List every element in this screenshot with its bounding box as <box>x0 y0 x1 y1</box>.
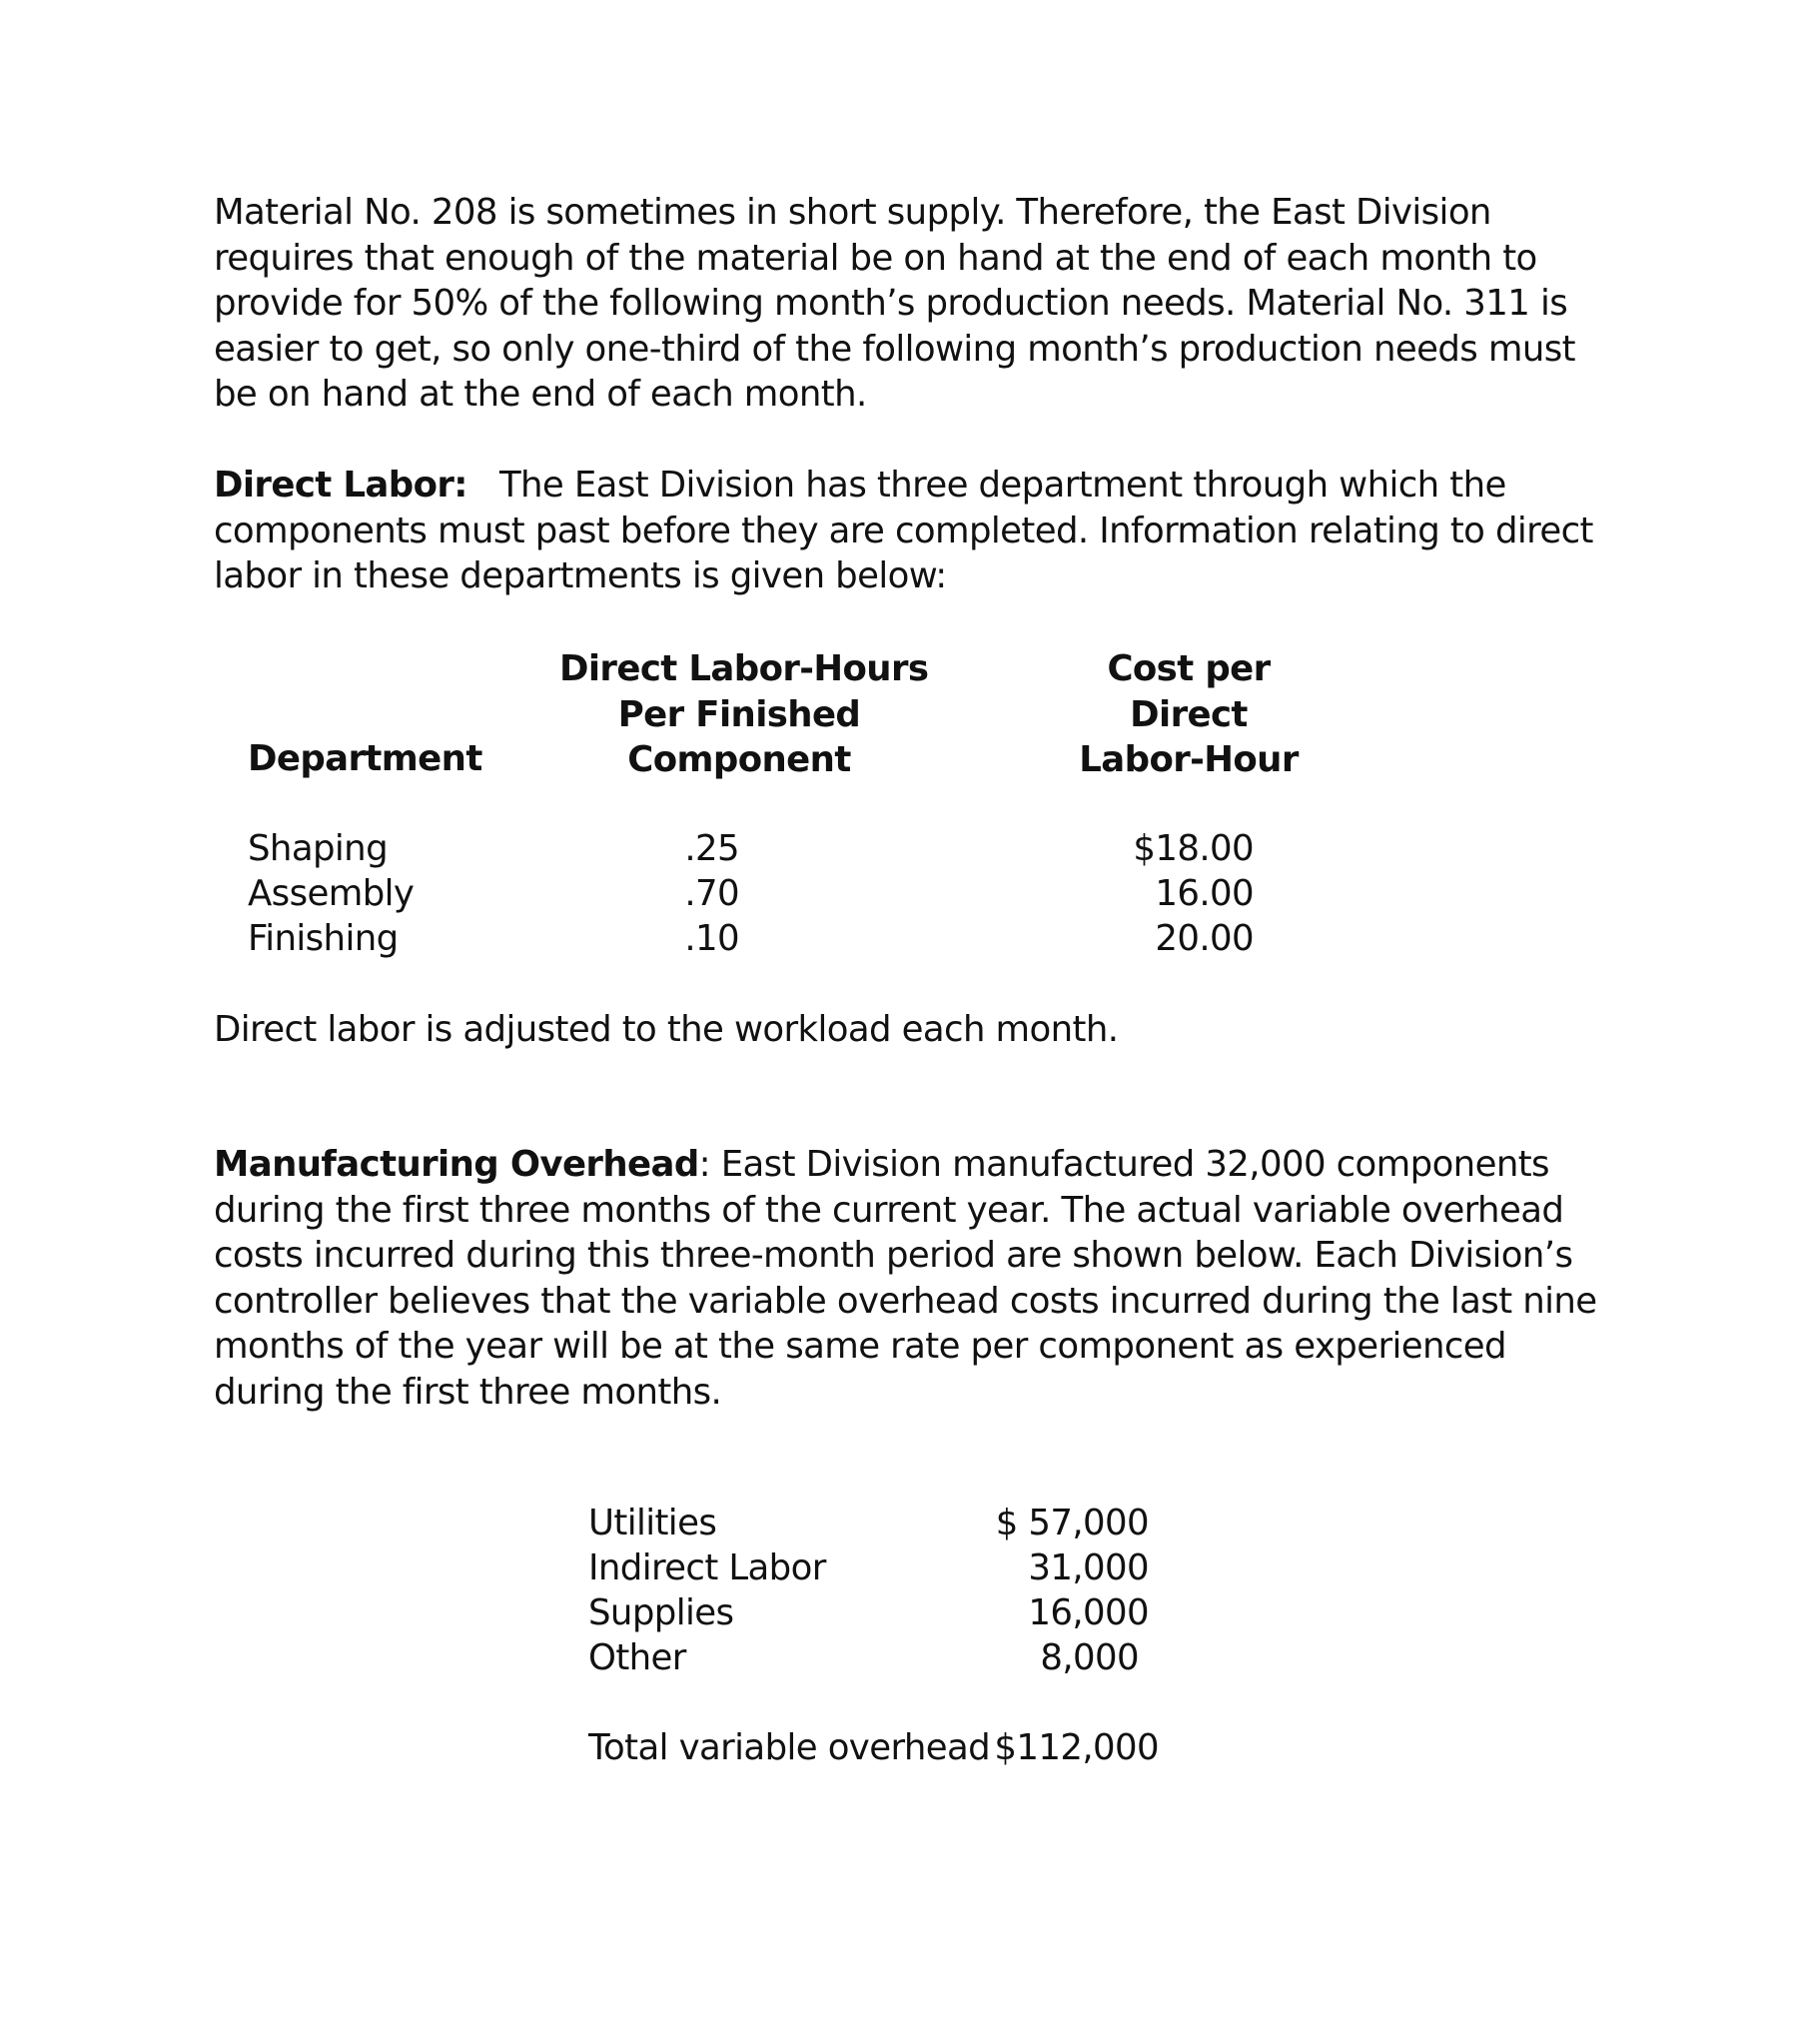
row-shaping-hours: .25 <box>684 828 739 869</box>
overhead-item-label: Indirect Labor <box>588 1547 826 1588</box>
manufacturing-overhead-paragraph <box>214 1142 1612 1415</box>
manufacturing-overhead-text: : East Division manufactured 32,000 components during the first three months of the current year. The actual variable overhead costs incurred during this three-month period are shown below. Each Division’s controller believes that the variable overhead costs incurred during the last nine months of the year will be at the same rate per component as experienced during the first three months. <box>214 1144 1597 1413</box>
header-hours-line1: Direct Labor-Hours <box>559 648 929 689</box>
header-hours-line3: Component <box>627 739 851 780</box>
header-direct-labor-hours <box>559 646 929 783</box>
manufacturing-overhead-heading: Manufacturing Overhead <box>214 1144 699 1185</box>
overhead-total-label: Total variable overhead <box>588 1727 991 1768</box>
header-cost-line3: Labor-Hour <box>1079 739 1299 780</box>
overhead-item-label: Utilities <box>588 1503 717 1543</box>
overhead-item-amount: $ 57,000 <box>995 1503 1149 1543</box>
direct-labor-heading: Direct Labor: <box>214 465 467 506</box>
row-finishing-hours: .10 <box>684 918 739 959</box>
overhead-item-label: Other <box>588 1637 686 1678</box>
intro-paragraph: Material No. 208 is sometimes in short supply. Therefore, the East Division requires that enough of the material be on hand at the end of each month to provide for 50% of the following month’s production needs. Material No. 311 is easier to get, so only one-third of the following month’s production needs must be on hand at the end of each month. <box>214 192 1575 415</box>
overhead-item-label: Supplies <box>588 1592 734 1633</box>
header-cost-line1: Cost per <box>1107 648 1271 689</box>
overhead-item-amount: 8,000 <box>1040 1637 1139 1678</box>
row-shaping-cost: $18.00 <box>1133 828 1254 869</box>
overhead-item-amount: 16,000 <box>1028 1592 1149 1633</box>
direct-labor-text: The East Division has three department through which the components must past before they are completed. Information relating to direct labor in these departments is given below: <box>214 465 1593 596</box>
overhead-item-amount: 31,000 <box>1028 1547 1149 1588</box>
row-assembly-department: Assembly <box>248 873 415 914</box>
header-cost-per-hour <box>1049 646 1329 783</box>
row-finishing-cost: 20.00 <box>1155 918 1254 959</box>
header-hours-line2: Per Finished <box>617 693 861 735</box>
row-shaping-department: Shaping <box>248 828 389 869</box>
row-assembly-cost: 16.00 <box>1155 873 1254 914</box>
overhead-total-amount: $112,000 <box>994 1727 1159 1768</box>
direct-labor-paragraph <box>214 463 1612 599</box>
row-assembly-hours: .70 <box>684 873 739 914</box>
row-finishing-department: Finishing <box>248 918 399 959</box>
direct-labor-note: Direct labor is adjusted to the workload each month. <box>214 1009 1119 1050</box>
header-cost-line2: Direct <box>1130 693 1248 735</box>
header-department: Department <box>248 738 482 779</box>
